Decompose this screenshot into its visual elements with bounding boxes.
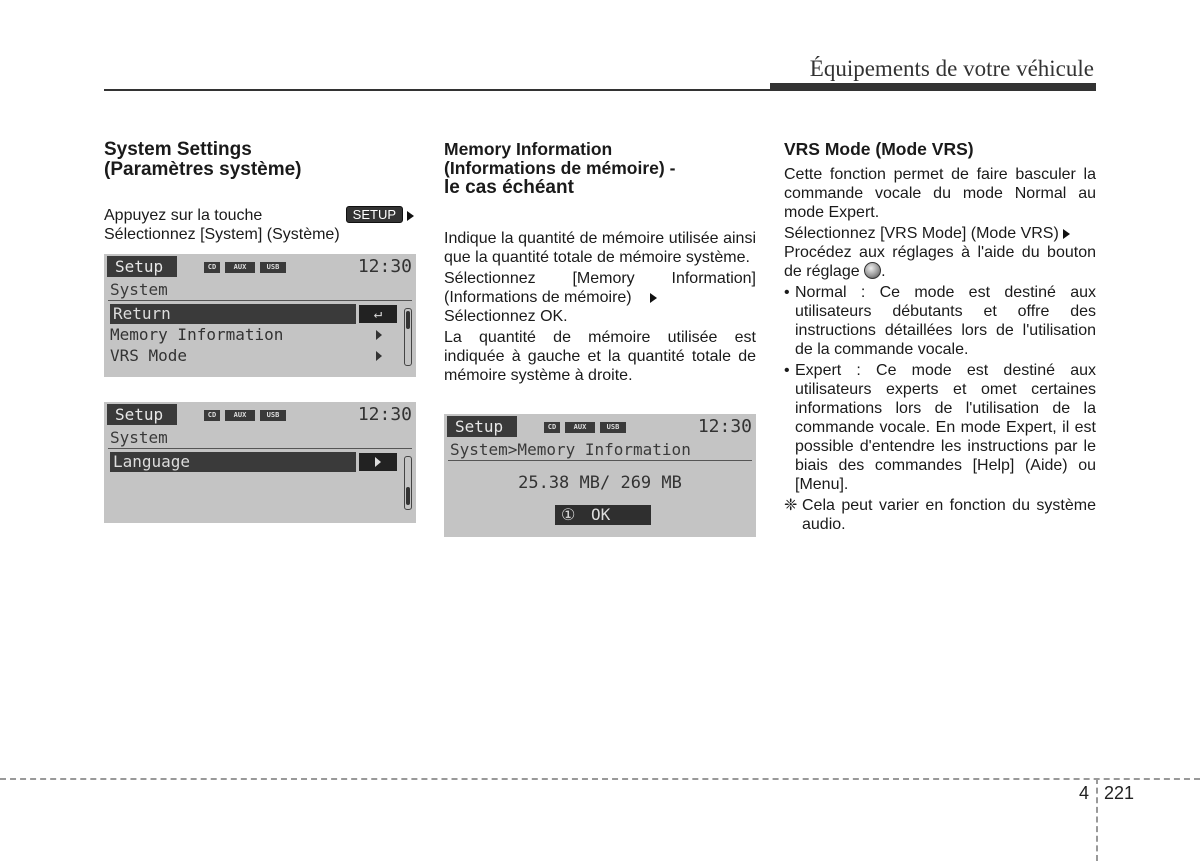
lcd-setup-tab: Setup bbox=[107, 404, 177, 425]
vrs-note-text: Cela peut varier en fonction du système audio. bbox=[802, 497, 1096, 533]
vrs-para-2a-text: Sélectionnez [VRS Mode] (Mode VRS) bbox=[784, 225, 1059, 242]
aux-icon: AUX bbox=[225, 410, 255, 421]
cd-icon: CD bbox=[544, 422, 560, 433]
chevron-right-icon bbox=[376, 351, 382, 361]
note-asterisk-icon: ❈ bbox=[784, 497, 798, 514]
column-memory-information bbox=[444, 140, 756, 385]
vrs-para-2b: Procédez aux réglages à l'aide du bouton de réglage . bbox=[784, 244, 1096, 280]
heading-memory-information-note: le cas échéant bbox=[444, 177, 574, 198]
aux-icon: AUX bbox=[565, 422, 595, 433]
vrs-para-1: Cette fonction permet de faire basculer la commande vocale du mode Normal au mode Expert. bbox=[784, 166, 1096, 221]
usb-icon: USB bbox=[260, 262, 286, 273]
lcd-item-memory-information[interactable]: Memory Information bbox=[110, 325, 284, 344]
lcd-scroll-thumb bbox=[406, 487, 410, 505]
footer-rule bbox=[0, 778, 1200, 780]
footer-vertical-rule bbox=[1096, 778, 1098, 861]
memory-usage: 25.38 MB/ 269 MB bbox=[518, 473, 682, 493]
setup-key-wrap bbox=[346, 206, 414, 225]
lcd-item-vrs-mode[interactable]: VRS Mode bbox=[110, 346, 188, 365]
lcd-screen-memory bbox=[444, 414, 756, 537]
bullet-icon: • bbox=[784, 284, 790, 301]
heading-system-settings: System Settings bbox=[104, 139, 252, 160]
memory-para-3: La quantité de mémoire utilisée est indiquée à gauche et la quantité totale de mémoire système à droite. bbox=[444, 329, 756, 384]
lcd-subtitle: System bbox=[110, 428, 168, 447]
page-number: 221 bbox=[1104, 783, 1135, 803]
intro-text-select-system: Sélectionnez [System] (Système) bbox=[104, 226, 340, 243]
lcd-screen-language bbox=[104, 402, 416, 523]
vrs-note bbox=[784, 496, 1096, 534]
chapter-number: 4 bbox=[1079, 783, 1090, 803]
memory-para-1: Indique la quantité de mémoire utilisée ainsi que la quantité totale de mémoire système. bbox=[444, 230, 756, 266]
lcd-topbar bbox=[106, 256, 414, 277]
vrs-bullet-expert-text: Expert : Ce mode est destiné aux utilisateurs experts et omet certaines informations lors de l'utilisation de la commande vocale. En mode Expert, il est possible d'entendre les instructions par le biais des commandes [Help] (Aide) ou [Menu]. bbox=[795, 362, 1096, 493]
chevron-right-icon bbox=[376, 330, 382, 340]
arrow-right-icon bbox=[407, 211, 414, 221]
vrs-bullet-normal bbox=[784, 283, 1096, 359]
lcd-scrollbar bbox=[404, 308, 412, 366]
lcd-setup-tab: Setup bbox=[447, 416, 517, 437]
language-select-button[interactable] bbox=[359, 453, 397, 471]
heading-memory-information-fr: (Informations de mémoire) - bbox=[444, 158, 676, 178]
ok-number-icon: ① bbox=[561, 505, 576, 524]
intro-text: Appuyez sur la touche bbox=[104, 207, 263, 224]
ok-button[interactable] bbox=[555, 505, 651, 525]
column-vrs-mode bbox=[784, 140, 1096, 534]
lcd-clock: 12:30 bbox=[697, 416, 752, 437]
vrs-bullet-expert bbox=[784, 361, 1096, 494]
arrow-right-icon bbox=[1063, 229, 1070, 239]
lcd-divider bbox=[108, 448, 412, 449]
usb-icon: USB bbox=[600, 422, 626, 433]
lcd-scrollbar bbox=[404, 456, 412, 510]
lcd-item-language[interactable]: Language bbox=[110, 452, 356, 472]
memory-para-2b: Sélectionnez OK. bbox=[444, 308, 568, 325]
lcd-topbar bbox=[446, 416, 754, 437]
vrs-bullet-normal-text: Normal : Ce mode est destiné aux utilisateurs débutants et offre des instructions détaillées lors de l'utilisation de la commande vocale. bbox=[795, 284, 1096, 358]
lcd-divider bbox=[108, 300, 412, 301]
aux-icon: AUX bbox=[225, 262, 255, 273]
memory-para-2a-text: Sélectionnez [Memory Information] (Informations de mémoire) bbox=[444, 270, 756, 306]
heading-memory-information: Memory Information bbox=[444, 139, 613, 159]
tune-knob-icon bbox=[864, 262, 881, 279]
lcd-clock: 12:30 bbox=[357, 404, 412, 425]
cd-icon: CD bbox=[204, 262, 220, 273]
lcd-topbar bbox=[106, 404, 414, 425]
page-header-title: Équipements de votre véhicule bbox=[809, 56, 1094, 81]
heading-system-settings-fr: (Paramètres système) bbox=[104, 159, 302, 180]
lcd-subtitle: System bbox=[110, 280, 168, 299]
arrow-right-icon bbox=[650, 293, 657, 303]
chevron-right-icon bbox=[375, 457, 381, 467]
bullet-icon: • bbox=[784, 362, 790, 379]
column-system-settings bbox=[104, 140, 416, 244]
lcd-screen-system bbox=[104, 254, 416, 377]
lcd-divider bbox=[448, 460, 752, 461]
header-rule bbox=[104, 89, 1096, 91]
lcd-scroll-thumb bbox=[406, 311, 410, 329]
intro-line bbox=[104, 206, 414, 225]
heading-vrs-mode: VRS Mode (Mode VRS) bbox=[784, 139, 974, 159]
return-icon: ↵ bbox=[359, 305, 397, 323]
lcd-setup-tab: Setup bbox=[107, 256, 177, 277]
memory-para-2a bbox=[444, 269, 756, 307]
setup-key-icon: SETUP bbox=[346, 206, 403, 223]
vrs-para-2b-text: Procédez aux réglages à l'aide du bouton de réglage bbox=[784, 244, 1096, 280]
lcd-clock: 12:30 bbox=[357, 256, 412, 277]
cd-icon: CD bbox=[204, 410, 220, 421]
lcd-item-return[interactable]: Return bbox=[110, 304, 356, 324]
usb-icon: USB bbox=[260, 410, 286, 421]
lcd-subtitle: System>Memory Information bbox=[450, 440, 691, 459]
ok-label: OK bbox=[591, 505, 611, 524]
vrs-para-2a bbox=[784, 224, 1096, 243]
